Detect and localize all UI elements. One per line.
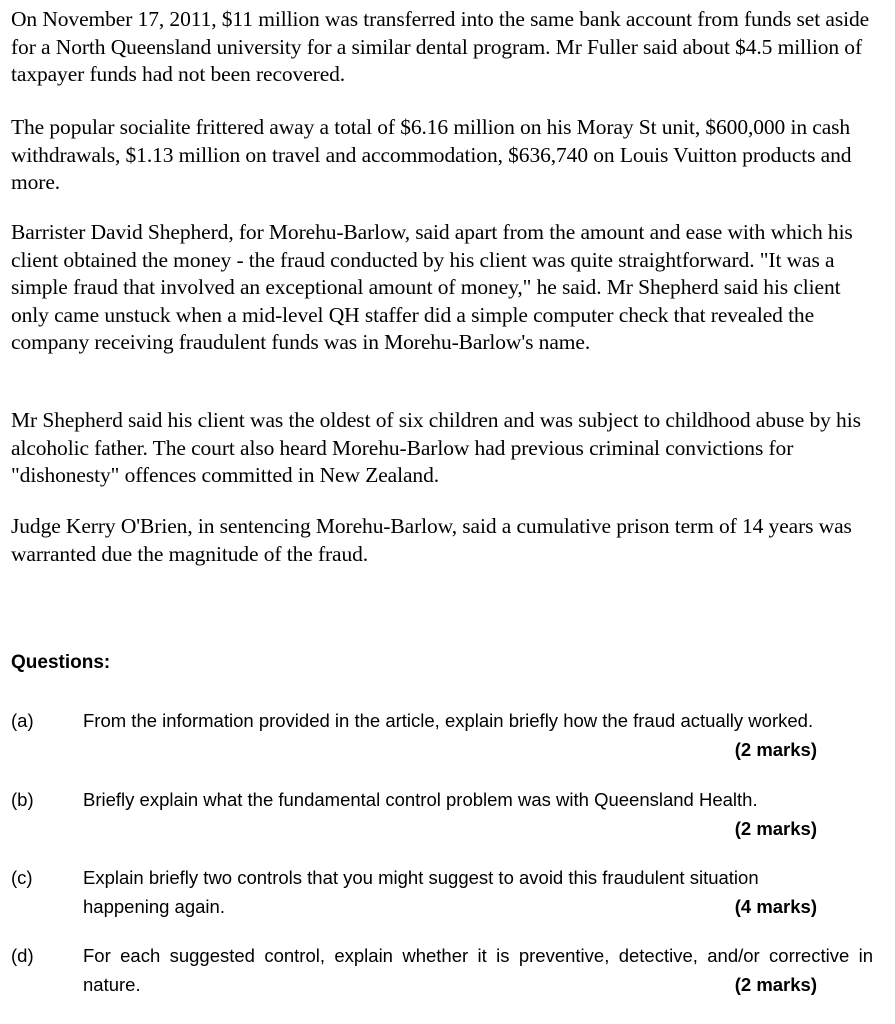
article-paragraph-2: The popular socialite frittered away a total of $6.16 million on his Moray St unit, $600,000 in cash withdrawals, $1.13 million on travel and accommodation, $636,740 on Louis Vuitton products and more. (11, 115, 852, 194)
question-marks: (2 marks) (734, 818, 817, 839)
question-d (11, 941, 877, 1001)
question-a (11, 706, 877, 766)
article-paragraph-5: Judge Kerry O'Brien, in sentencing Morehu-Barlow, said a cumulative prison term of 14 years was warranted due the magnitude of the fraud. (11, 514, 852, 566)
question-c (11, 863, 877, 923)
article-paragraph-4: Mr Shepherd said his client was the oldest of six children and was subject to childhood abuse by his alcoholic father. The court also heard Morehu-Barlow had previous criminal convictions for "dishonesty" offences committed in New Zealand. (11, 408, 861, 487)
question-marks: (4 marks) (734, 896, 817, 917)
question-text: For each suggested control, explain whether it is preventive, detective, and/or corrective in nature. (83, 945, 873, 995)
question-letter: (a) (11, 710, 34, 731)
question-text: From the information provided in the article, explain briefly how the fraud actually worked. (83, 710, 814, 731)
question-text: Explain briefly two controls that you might suggest to avoid this fraudulent situation happening again. (83, 867, 759, 917)
question-text: Briefly explain what the fundamental control problem was with Queensland Health. (83, 789, 758, 810)
question-letter: (c) (11, 867, 33, 888)
article-paragraph-3: Barrister David Shepherd, for Morehu-Barlow, said apart from the amount and ease with which his client obtained the money - the fraud conducted by his client was quite straightforward. "It was a simple fraud that involved an exceptional amount of money," he said. Mr Shepherd said his client only came unstuck when a mid-level QH staffer did a simple computer check that revealed the company receiving fraudulent funds was in Morehu-Barlow's name. (11, 220, 853, 354)
question-letter: (b) (11, 789, 34, 810)
question-marks: (2 marks) (734, 739, 817, 760)
question-marks: (2 marks) (734, 974, 817, 995)
article-paragraph-1: On November 17, 2011, $11 million was transferred into the same bank account from funds set aside for a North Queensland university for a similar dental program. Mr Fuller said about $4.5 million of taxpayer funds had not been recovered. (11, 7, 870, 86)
questions-heading: Questions: (11, 652, 111, 673)
question-letter: (d) (11, 945, 34, 966)
question-b (11, 785, 877, 845)
